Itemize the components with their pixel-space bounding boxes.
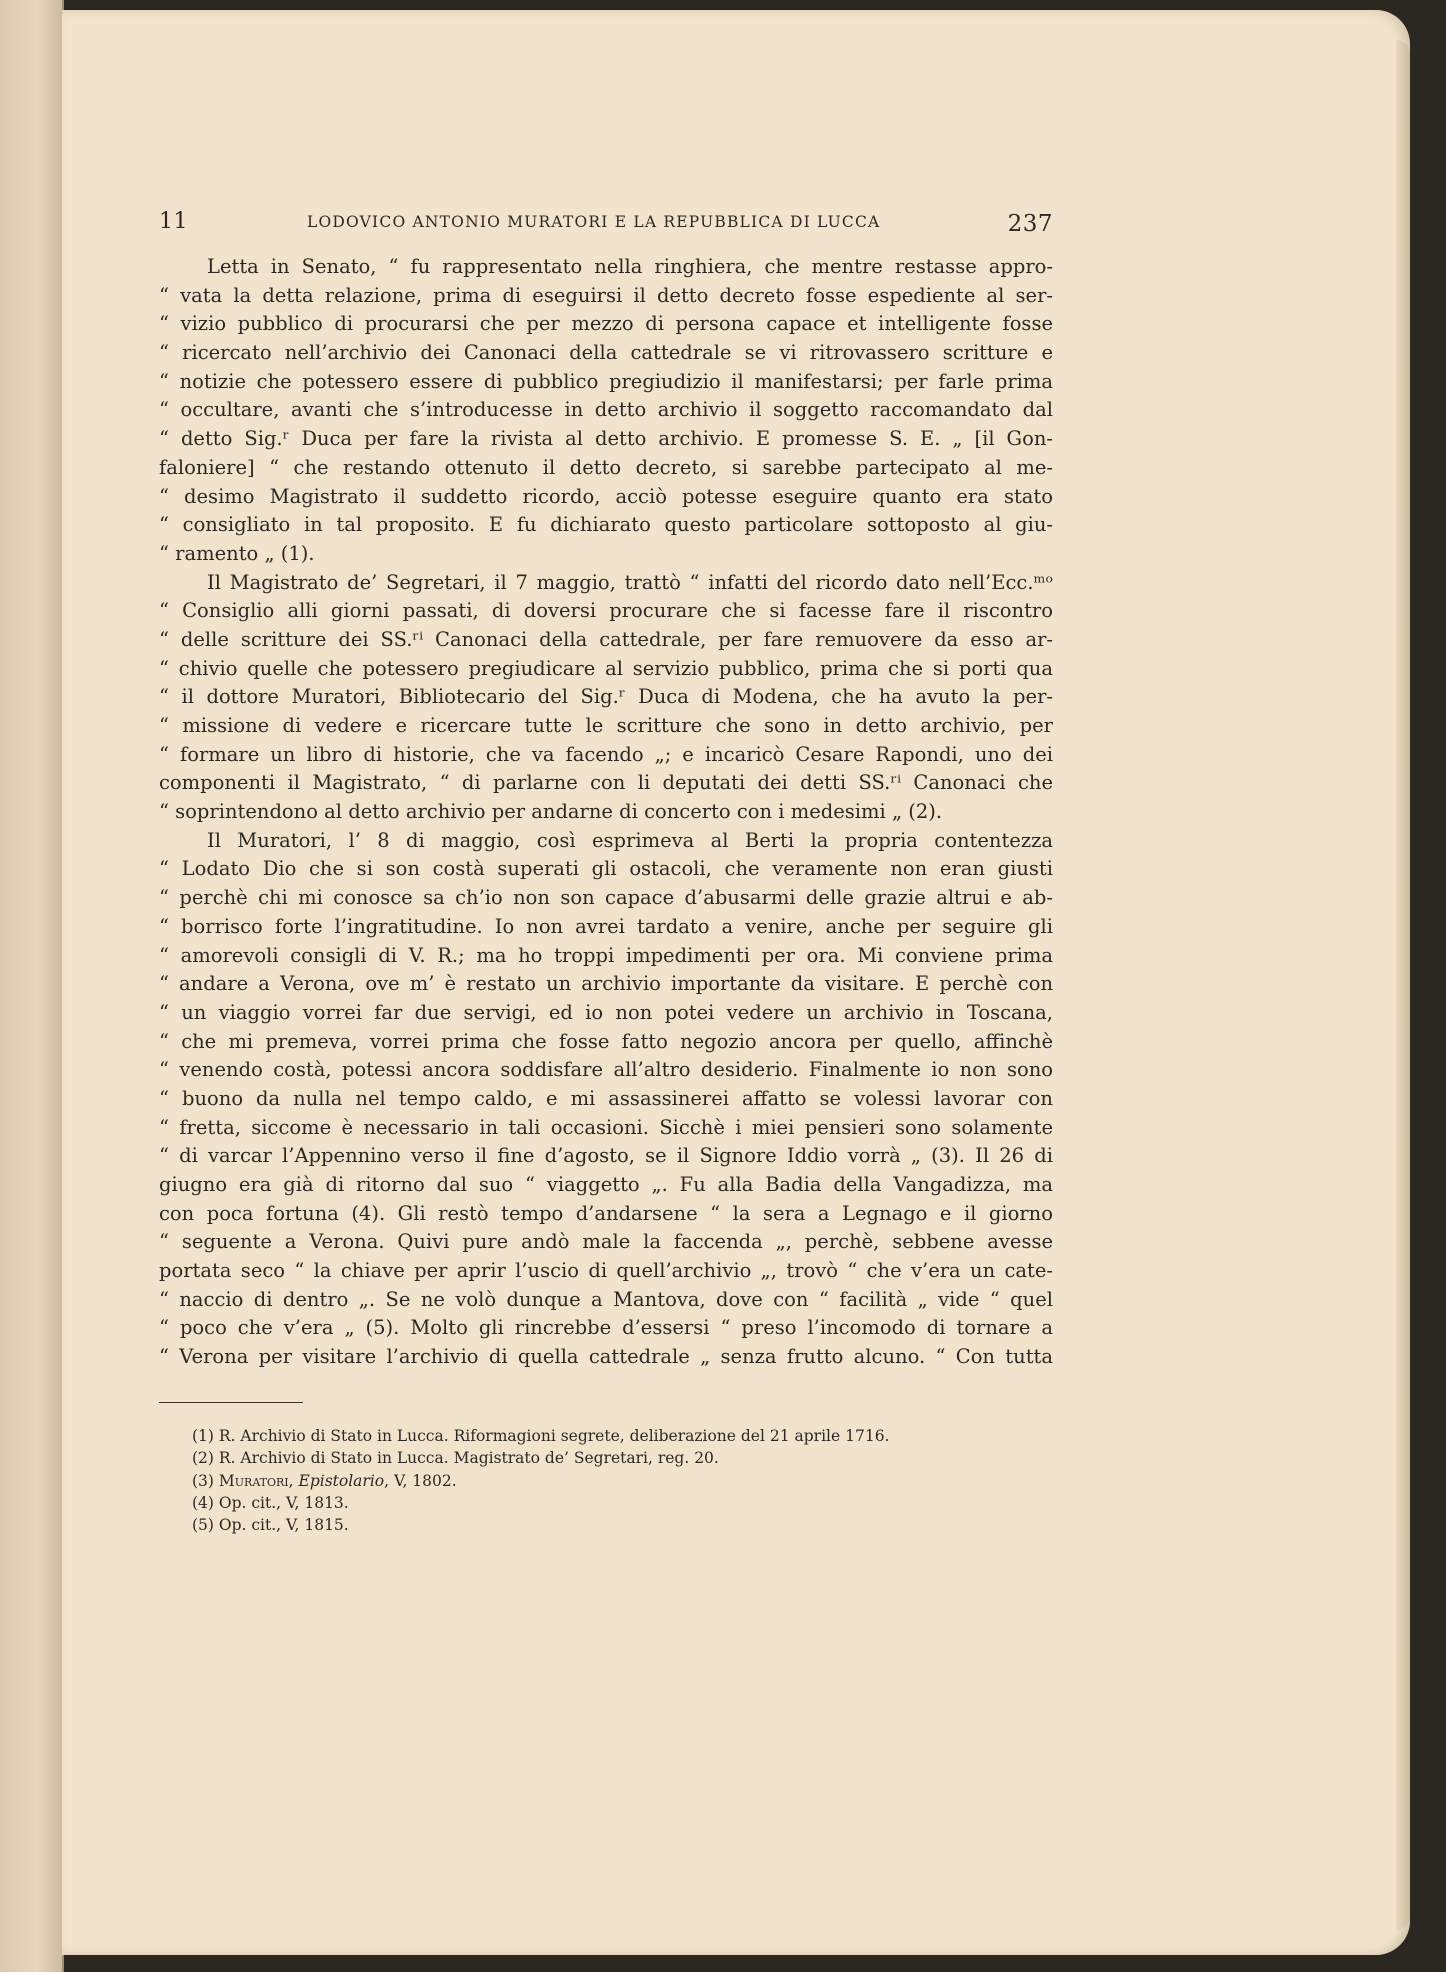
page-edge xyxy=(1396,40,1410,1930)
body-text xyxy=(159,253,1053,1372)
footnote-5: (5) Op. cit., V, 1815. xyxy=(192,1516,349,1535)
text-line: “ notizie che potessero essere di pubblico pregiudizio il manifestarsi; per farle prima xyxy=(159,369,1053,393)
text-line: “ ricercato nell’archivio dei Canonaci della cattedrale se vi ritrovassero scritture e xyxy=(159,341,1053,365)
text-line: con poca fortuna (4). Gli restò tempo d’andarsene “ la sera a Legnago e il giorno xyxy=(159,1201,1053,1225)
text-line: “ il dottore Muratori, Bibliotecario del Sig.ʳ Duca di Modena, che ha avuto la per- xyxy=(159,685,1053,709)
text-line: “ detto Sig.ʳ Duca per fare la rivista al detto archivio. E promesse S. E. „ [il Gon- xyxy=(159,427,1053,451)
text-line: giugno era già di ritorno dal suo “ viaggetto „. Fu alla Badia della Vangadizza, ma xyxy=(159,1173,1053,1196)
text-line: “ missione di vedere e ricercare tutte le scritture che sono in detto archivio, per xyxy=(159,714,1053,737)
text-line: “ Verona per visitare l’archivio di quella cattedrale „ senza frutto alcuno. “ Con tutta xyxy=(159,1345,1053,1369)
footnote-3-number: (3) xyxy=(192,1471,219,1490)
footnote-3 xyxy=(192,1470,1053,1492)
text-line: Il Muratori, l’ 8 di maggio, così esprimeva al Berti la propria contentezza xyxy=(207,828,1053,852)
text-line: faloniere] “ che restando ottenuto il detto decreto, si sarebbe partecipato al me- xyxy=(159,455,1053,479)
text-line: Il Magistrato de’ Segretari, il 7 maggio, trattò “ infatti del ricordo dato nell’Ecc.ᵐᵒ xyxy=(207,570,1053,594)
text-line: portata seco “ la chiave per aprir l’uscio di quell’archivio „, trovò “ che v’era un cate- xyxy=(159,1259,1053,1283)
text-line: “ occultare, avanti che s’introducesse in detto archivio il soggetto raccomandato dal xyxy=(159,398,1053,422)
footnote-3-rest: , V, 1802. xyxy=(384,1471,457,1490)
footnote-3-author: Muratori xyxy=(218,1471,289,1490)
text-line: “ Lodato Dio che si son costà superati gli ostacoli, che veramente non eran giusti xyxy=(159,857,1053,881)
text-line: “ chivio quelle che potessero pregiudicare al servizio pubblico, prima che si porti qua xyxy=(159,656,1053,680)
page-number: 237 xyxy=(1007,211,1053,237)
footnote-3-separator: , xyxy=(288,1471,299,1490)
previous-page-edge xyxy=(0,0,64,1972)
text-line: “ ramento „ (1). xyxy=(159,541,315,565)
page-content xyxy=(159,205,1053,1537)
footnote-rule xyxy=(159,1402,303,1403)
text-line: “ perchè chi mi conosce sa ch’io non son capace d’abusarmi delle grazie altrui e ab- xyxy=(159,886,1053,910)
text-line: “ vizio pubblico di procurarsi che per mezzo di persona capace et intelligente fosse xyxy=(159,312,1053,336)
running-head xyxy=(159,205,1053,245)
text-line: “ borrisco forte l’ingratitudine. Io non avrei tardato a venire, anche per seguire gli xyxy=(159,914,1053,938)
text-line: “ amorevoli consigli di V. R.; ma ho troppi impedimenti per ora. Mi conviene prima xyxy=(159,943,1053,967)
text-line: “ venendo costà, potessi ancora soddisfare all’altro desiderio. Finalmente io non sono xyxy=(159,1058,1053,1082)
text-line: “ formare un libro di historie, che va facendo „; e incaricò Cesare Rapondi, uno dei xyxy=(159,742,1053,766)
text-line: “ andare a Verona, ove m’ è restato un archivio importante da visitare. E perchè con xyxy=(159,972,1053,996)
text-line: “ un viaggio vorrei far due servigi, ed io non potei vedere un archivio in Toscana, xyxy=(159,1000,1053,1024)
text-line: “ di varcar l’Appennino verso il fine d’agosto, se il Signore Iddio vorrà „ (3). Il 26 di xyxy=(159,1144,1053,1168)
text-line: Letta in Senato, “ fu rappresentato nella ringhiera, che mentre restasse appro- xyxy=(207,255,1053,278)
footnotes xyxy=(159,1425,1053,1537)
text-line: “ desimo Magistrato il suddetto ricordo, acciò potesse eseguire quanto era stato xyxy=(159,484,1053,508)
footnote-4: (4) Op. cit., V, 1813. xyxy=(192,1493,349,1512)
text-line: “ consigliato in tal proposito. E fu dichiarato questo particolare sottoposto al giu- xyxy=(159,513,1053,537)
text-line: “ fretta, siccome è necessario in tali occasioni. Sicchè i miei pensieri sono solamente xyxy=(159,1115,1053,1139)
running-title: LODOVICO ANTONIO MURATORI E LA REPUBBLICA DI LUCCA xyxy=(307,213,881,231)
chapter-number: 11 xyxy=(159,209,188,234)
footnote-2: (2) R. Archivio di Stato in Lucca. Magistrato de’ Segretari, reg. 20. xyxy=(192,1449,719,1468)
text-line: “ seguente a Verona. Quivi pure andò male la faccenda „, perchè, sebbene avesse xyxy=(159,1230,1053,1254)
text-line: “ che mi premeva, vorrei prima che fosse fatto negozio ancora per quello, affinchè xyxy=(159,1029,1053,1053)
footnote-3-work: Epistolario xyxy=(298,1471,385,1490)
text-line: “ delle scritture dei SS.ʳⁱ Canonaci della cattedrale, per fare remuovere da esso ar- xyxy=(159,627,1053,651)
text-line: “ soprintendono al detto archivio per andarne di concerto con i medesimi „ (2). xyxy=(159,800,943,824)
text-line: “ naccio di dentro „. Se ne volò dunque a Mantova, dove con “ facilità „ vide “ quel xyxy=(159,1287,1053,1311)
text-line: “ vata la detta relazione, prima di eseguirsi il detto decreto fosse espediente al ser- xyxy=(159,283,1053,307)
text-line: componenti il Magistrato, “ di parlarne con li deputati dei detti SS.ʳⁱ Canonaci che xyxy=(159,771,1053,795)
text-line: “ Consiglio alli giorni passati, di doversi procurare che si facesse fare il riscontro xyxy=(159,599,1053,623)
text-line: “ poco che v’era „ (5). Molto gli rincrebbe d’essersi “ preso l’incomodo di tornare a xyxy=(159,1316,1053,1340)
footnote-1: (1) R. Archivio di Stato in Lucca. Riformagioni segrete, deliberazione del 21 aprile 1716. xyxy=(192,1426,890,1445)
text-line: “ buono da nulla nel tempo caldo, e mi assassinerei affatto se volessi lavorar con xyxy=(159,1086,1053,1110)
